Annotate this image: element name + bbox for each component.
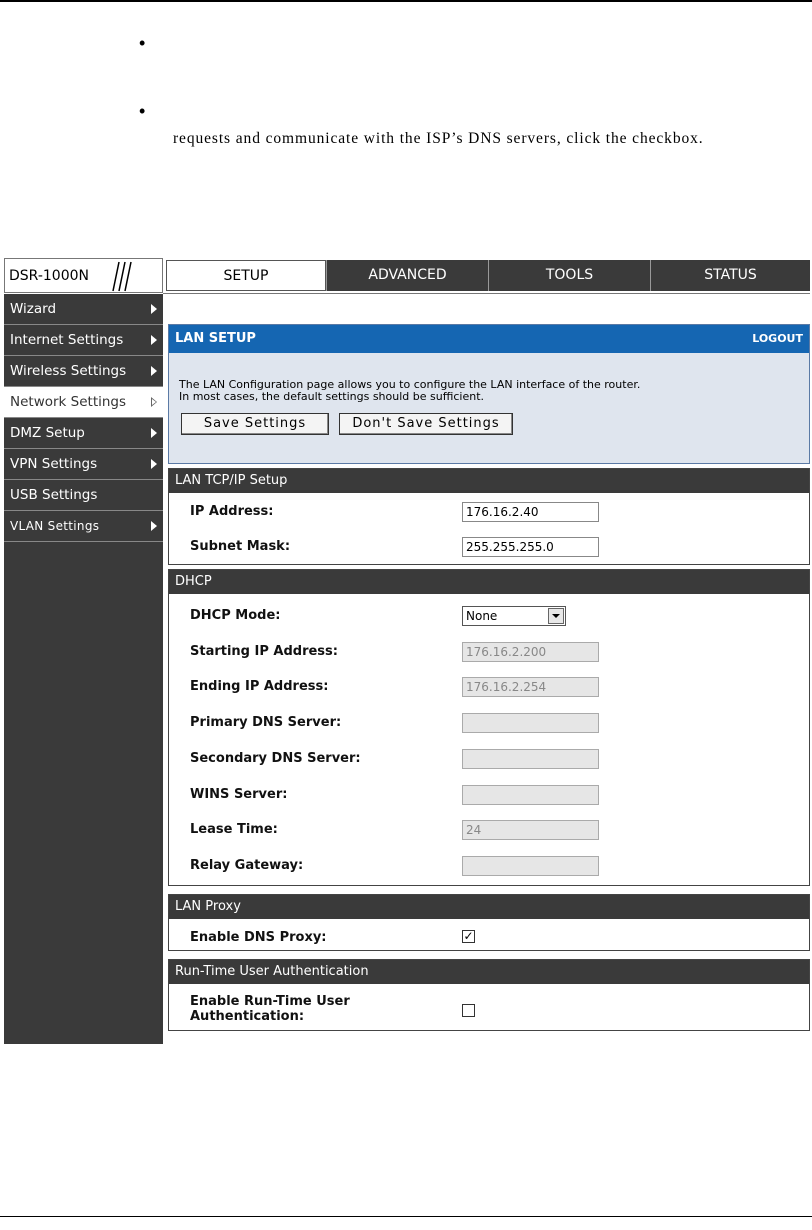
ip-address-row — [169, 502, 809, 522]
primary-dns-row — [169, 713, 809, 733]
dns-proxy-checkbox[interactable] — [462, 930, 475, 943]
primary-dns-input[interactable] — [462, 713, 599, 733]
sidebar-item-label: USB Settings — [10, 487, 98, 503]
sidebar-item-wireless-settings[interactable] — [4, 356, 163, 387]
wins-server-label: WINS Server: — [190, 787, 288, 802]
section-header: LAN Proxy — [169, 895, 809, 919]
brand-logo — [4, 258, 163, 293]
relay-gateway-label: Relay Gateway: — [190, 858, 304, 873]
ending-ip-input[interactable]: 176.16.2.254 — [462, 677, 599, 697]
relay-gateway-input[interactable] — [462, 856, 599, 876]
dhcp-section — [168, 569, 810, 886]
checkmark-icon: ✓ — [463, 929, 474, 943]
starting-ip-label: Starting IP Address: — [190, 644, 338, 659]
sidebar-item-wizard[interactable] — [4, 294, 163, 325]
page-title: LAN SETUP — [175, 331, 256, 346]
sidebar-item-label: Network Settings — [10, 394, 127, 410]
lease-time-row — [169, 820, 809, 840]
starting-ip-row — [169, 642, 809, 662]
runtime-auth-section — [168, 959, 810, 1031]
lan-description-line-1: The LAN Configuration page allows you to configure the LAN interface of the router. — [179, 378, 641, 391]
router-admin-screenshot — [4, 258, 810, 1044]
sidebar-item-dmz-setup[interactable] — [4, 418, 163, 449]
ip-address-label: IP Address: — [190, 504, 274, 519]
relay-gateway-row — [169, 856, 809, 876]
lan-proxy-section — [168, 894, 810, 951]
lan-tcpip-section — [168, 468, 810, 565]
dhcp-mode-value: None — [466, 609, 498, 623]
section-header: LAN TCP/IP Setup — [169, 469, 809, 493]
section-header: Run-Time User Authentication — [169, 960, 809, 984]
top-nav-tabs — [163, 258, 810, 294]
wins-server-row — [169, 785, 809, 805]
sidebar-item-vlan-settings[interactable] — [4, 511, 163, 542]
page-bottom-rule — [0, 1216, 812, 1217]
arrow-right-icon — [151, 366, 157, 376]
ending-ip-label: Ending IP Address: — [190, 679, 329, 694]
subnet-mask-input[interactable]: 255.255.255.0 — [462, 537, 599, 557]
runtime-auth-label-line-2: Authentication: — [190, 1009, 305, 1024]
subnet-mask-label: Subnet Mask: — [190, 539, 291, 554]
dont-save-settings-button[interactable]: Don't Save Settings — [339, 413, 513, 435]
arrow-right-icon — [151, 335, 157, 345]
lan-setup-panel — [168, 324, 810, 464]
secondary-dns-row — [169, 749, 809, 769]
doc-bullet-2: • — [139, 101, 146, 121]
runtime-auth-label — [190, 994, 350, 1024]
sidebar-item-label: DMZ Setup — [10, 425, 85, 441]
sidebar-item-network-settings[interactable] — [4, 387, 163, 418]
sidebar-item-vpn-settings[interactable] — [4, 449, 163, 480]
lan-description — [179, 379, 640, 403]
sidebar-item-label: Wireless Settings — [10, 363, 127, 379]
wins-server-input[interactable] — [462, 785, 599, 805]
secondary-dns-input[interactable] — [462, 749, 599, 769]
lease-time-label: Lease Time: — [190, 822, 278, 837]
chevron-down-icon[interactable] — [548, 608, 564, 624]
sidebar-item-label: VLAN Settings — [10, 519, 100, 533]
sidebar-item-label: VPN Settings — [10, 456, 98, 472]
lan-description-line-2: In most cases, the default settings should be sufficient. — [179, 390, 484, 403]
arrow-right-outline-icon — [151, 397, 157, 407]
dns-proxy-row — [169, 928, 809, 948]
tab-setup[interactable]: SETUP — [166, 260, 326, 291]
tab-tools[interactable]: TOOLS — [488, 260, 650, 291]
runtime-auth-checkbox[interactable] — [462, 1004, 475, 1017]
sidebar — [4, 294, 163, 1044]
arrow-right-icon — [151, 459, 157, 469]
logout-link[interactable]: LOGOUT — [752, 332, 803, 345]
save-settings-button[interactable]: Save Settings — [181, 413, 329, 435]
arrow-right-icon — [151, 304, 157, 314]
brand-slash-icon — [103, 260, 133, 293]
subnet-mask-row — [169, 537, 809, 557]
page-top-rule — [0, 0, 812, 2]
doc-bullet-1: • — [139, 33, 146, 53]
arrow-right-icon — [151, 521, 157, 531]
sidebar-item-usb-settings[interactable] — [4, 480, 163, 511]
lease-time-input[interactable]: 24 — [462, 820, 599, 840]
dns-proxy-label: Enable DNS Proxy: — [190, 930, 327, 945]
brand-name: DSR-1000N — [9, 268, 89, 284]
dhcp-mode-select[interactable] — [462, 606, 566, 626]
doc-paragraph: requests and communicate with the ISP’s DNS servers, click the checkbox. — [173, 130, 704, 147]
ending-ip-row — [169, 677, 809, 697]
runtime-auth-row — [169, 994, 809, 1026]
runtime-auth-label-line-1: Enable Run-Time User — [190, 994, 350, 1009]
primary-dns-label: Primary DNS Server: — [190, 715, 342, 730]
starting-ip-input[interactable]: 176.16.2.200 — [462, 642, 599, 662]
dhcp-mode-row — [169, 606, 809, 626]
sidebar-item-label: Internet Settings — [10, 332, 124, 348]
dhcp-mode-label: DHCP Mode: — [190, 608, 281, 623]
tab-advanced[interactable]: ADVANCED — [326, 260, 488, 291]
lan-setup-header — [169, 325, 809, 353]
tab-status[interactable]: STATUS — [650, 260, 810, 291]
secondary-dns-label: Secondary DNS Server: — [190, 751, 361, 766]
arrow-right-icon — [151, 428, 157, 438]
sidebar-item-label: Wizard — [10, 301, 57, 317]
ip-address-input[interactable]: 176.16.2.40 — [462, 502, 599, 522]
sidebar-item-internet-settings[interactable] — [4, 325, 163, 356]
section-header: DHCP — [169, 570, 809, 594]
